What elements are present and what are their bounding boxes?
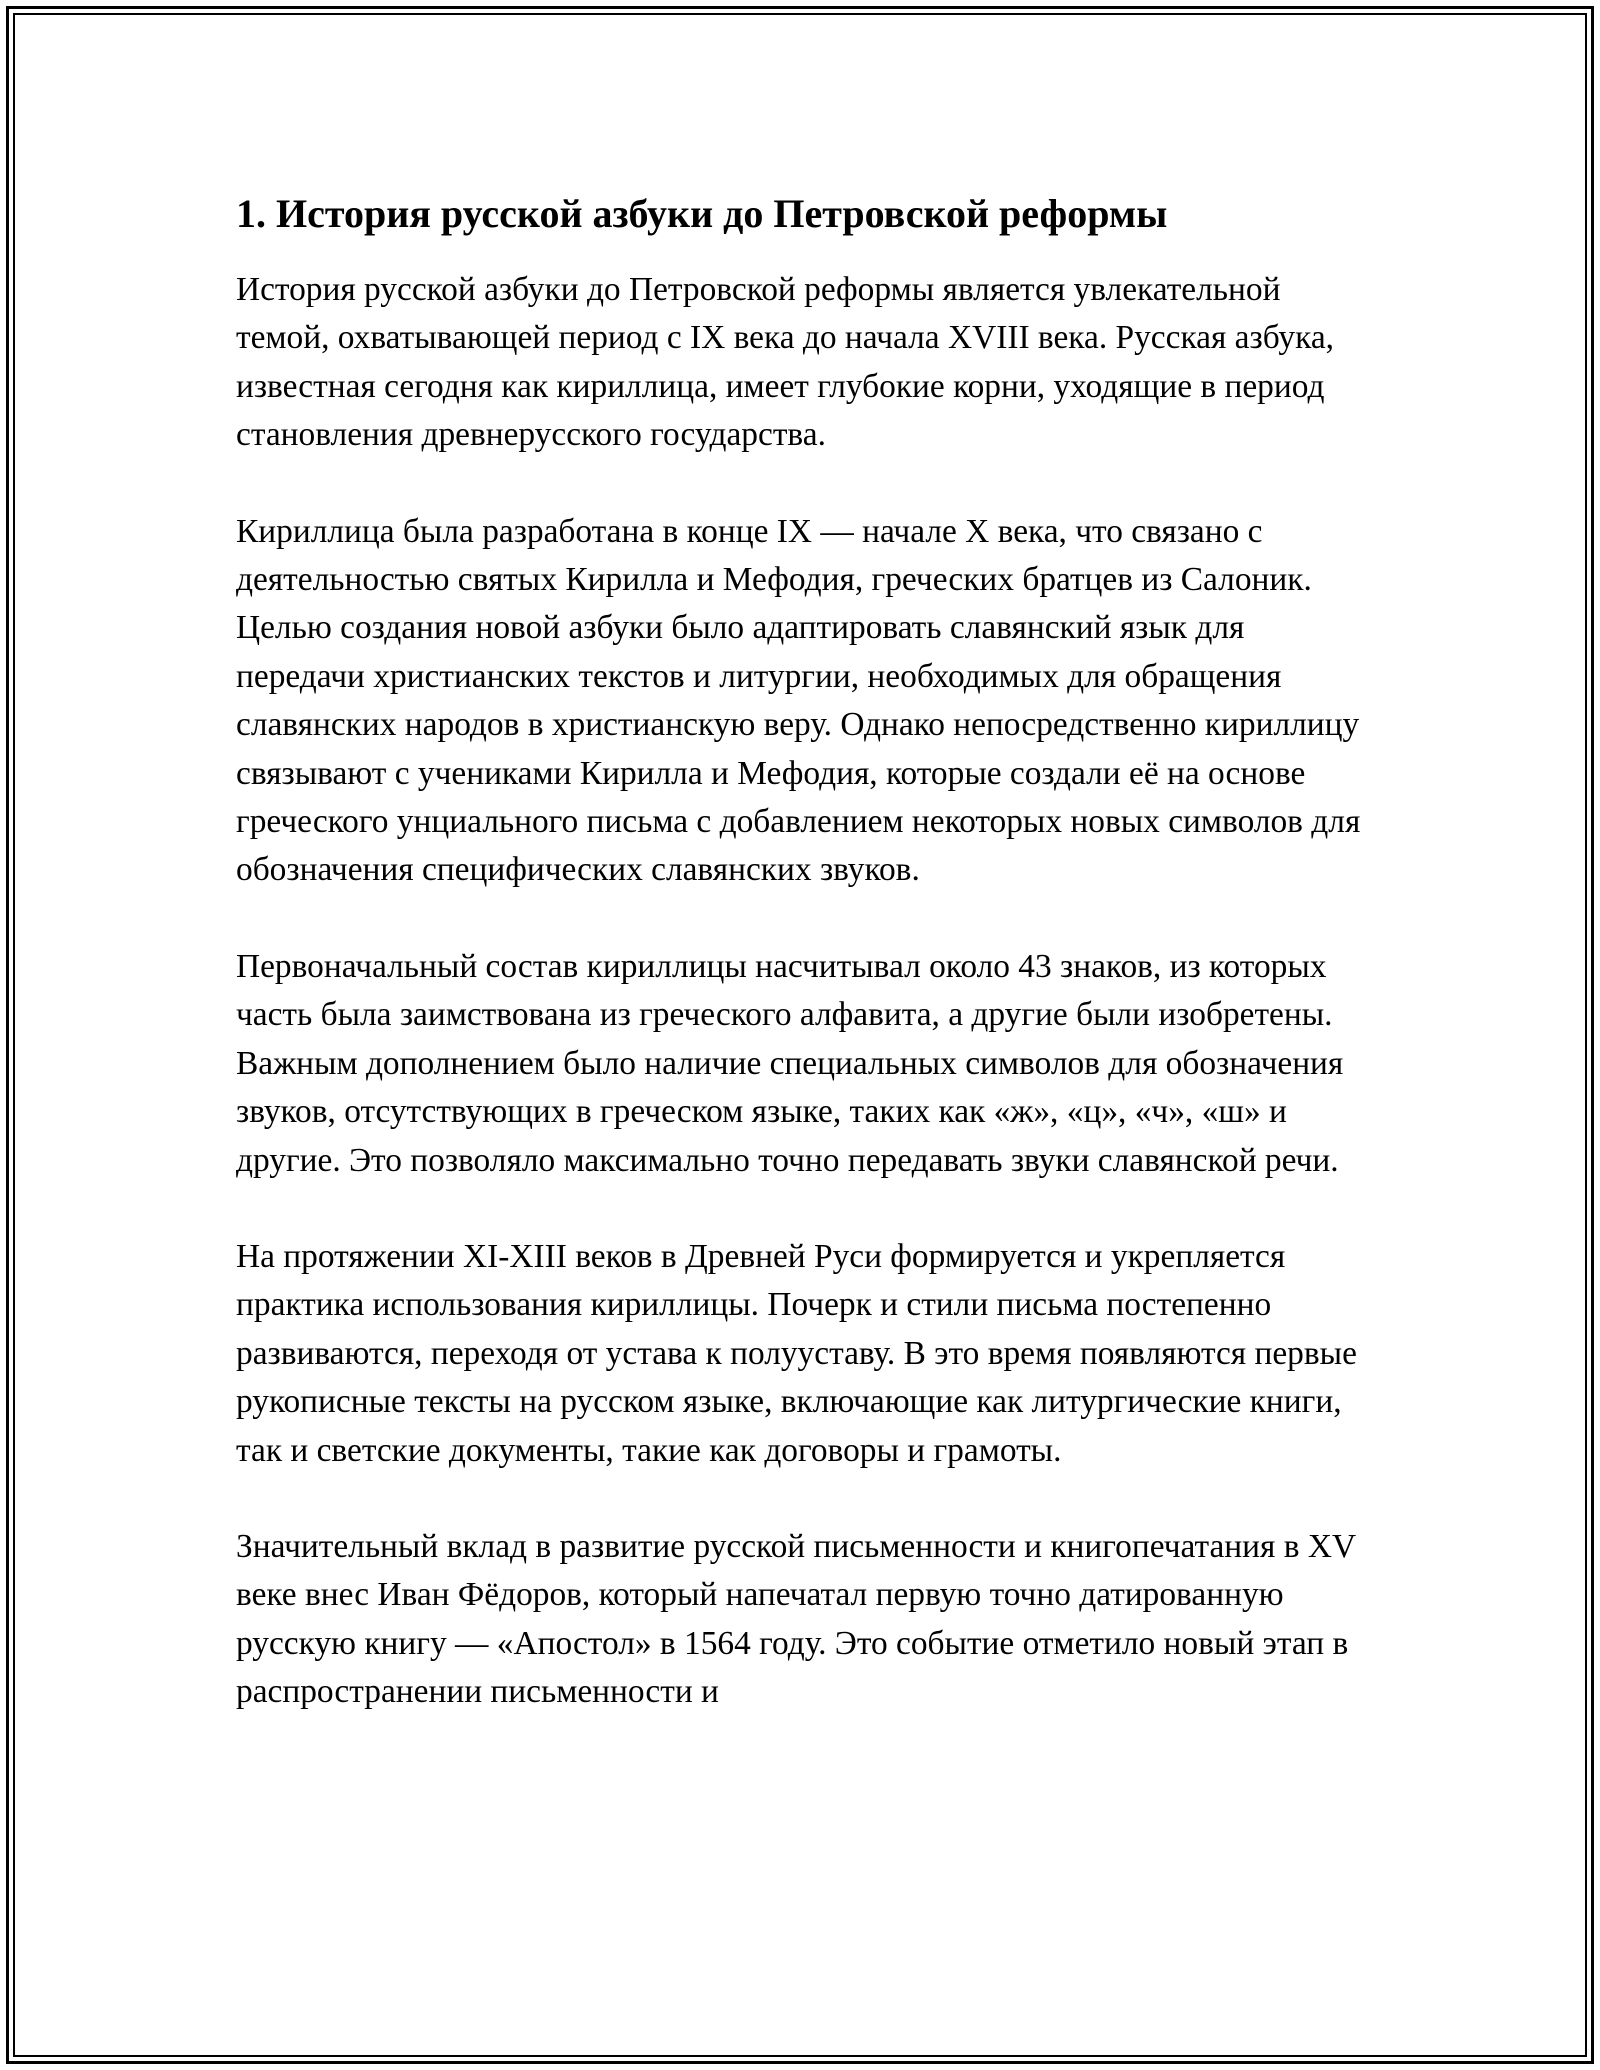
paragraph-intro: История русской азбуки до Петровской реформы является увлекательной темой, охватывающей период с IX века до начала XVIII века. Русская азбука, известная сегодня как кириллица, имеет глубокие корни, уходящие в период становления древнерусского государства. [236,271,1334,454]
document-body [236,188,1366,1765]
paragraph-ivan-fedorov: Значительный вклад в развитие русской письменности и книгопечатания в XV веке внес Иван Фёдоров, который напечатал первую точно датированную русскую книгу — «Апостол» в 1564 году. Это событие отметило новый этап в распространении письменности и [236,1527,1356,1711]
section-heading: 1. История русской азбуки до Петровской реформы [236,191,1168,236]
paragraph-xi-xiii-centuries: На протяжении XI-XIII веков в Древней Руси формируется и укрепляется практика использования кириллицы. Почерк и стили письма постепенно развиваются, переходя от устава к полууставу. В это время появляются первые рукописные тексты на русском языке, включающие как литургические книги, так и светские документы, такие как договоры и грамоты. [236,1237,1357,1469]
paragraph-original-composition: Первоначальный состав кириллицы насчитывал около 43 знаков, из которых часть была заимствована из греческого алфавита, а другие были изобретены. Важным дополнением было наличие специальных символов для обозначения звуков, отсутствующих в греческом языке, таких как «ж», «ц», «ч», «ш» и другие. Это позволяло максимально точно передавать звуки славянской речи. [236,947,1344,1179]
paragraph-cyril-methodius: Кириллица была разработана в конце IX — начале X века, что связано с деятельностью святых Кирилла и Мефодия, греческих братцев из Салоник. Целью создания новой азбуки было адаптировать славянский язык для передачи христианских текстов и литургии, необходимых для обращения славянских народов в христианскую веру. Однако непосредственно кириллицу связывают с учениками Кирилла и Мефодия, которые создали её на основе греческого унциального письма с добавлением некоторых новых символов для обозначения специфических славянских звуков. [236,512,1361,889]
